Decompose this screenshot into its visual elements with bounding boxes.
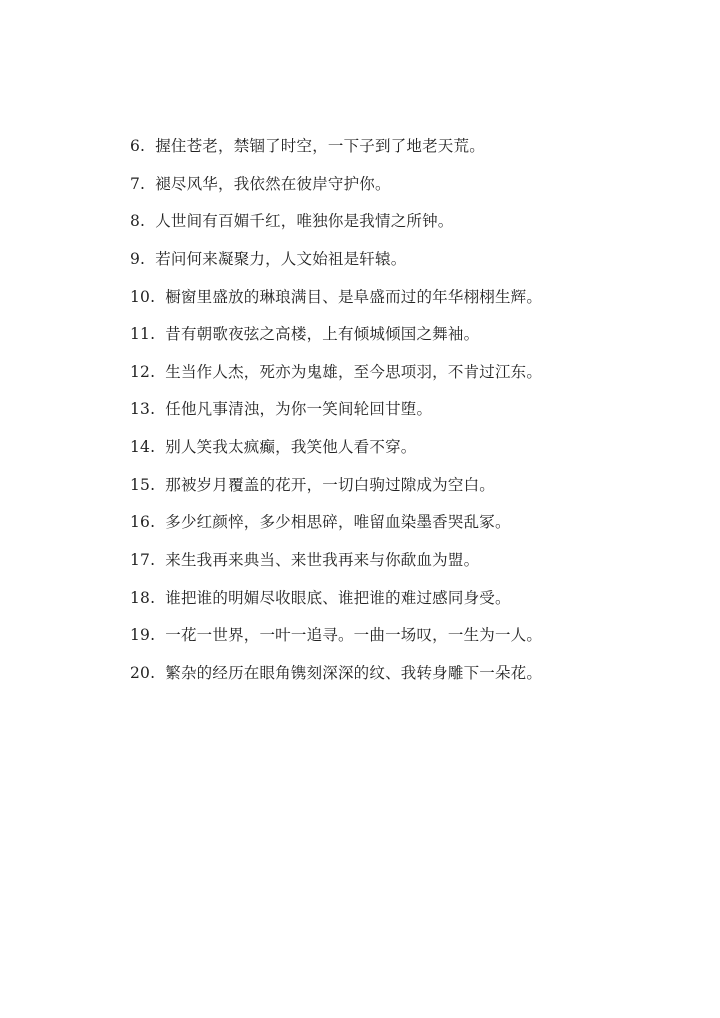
- item-number: 17.: [130, 551, 156, 570]
- list-item: [130, 509, 690, 547]
- list-item: [130, 284, 690, 322]
- list-item: [130, 472, 690, 510]
- list-item: [130, 359, 690, 397]
- list-item: [130, 133, 690, 171]
- item-number: 18.: [130, 588, 156, 607]
- item-text: 昔有朝歌夜弦之高楼，上有倾城倾国之舞袖。: [165, 325, 480, 344]
- item-text: 任他凡事清浊，为你一笑间轮回甘堕。: [165, 400, 433, 419]
- item-number: 20.: [130, 663, 156, 682]
- list-item: [130, 208, 690, 246]
- item-number: 8.: [130, 212, 146, 231]
- item-text: 那被岁月覆盖的花开，一切白驹过隙成为空白。: [165, 475, 495, 494]
- item-text: 人世间有百媚千红，唯独你是我情之所钟。: [155, 212, 454, 231]
- item-text: 生当作人杰，死亦为鬼雄，至今思项羽，不肯过江东。: [165, 362, 543, 381]
- item-text: 一花一世界，一叶一追寻。一曲一场叹，一生为一人。: [165, 626, 543, 645]
- item-number: 9.: [130, 249, 146, 268]
- list-item: [130, 171, 690, 209]
- quote-list: [130, 133, 690, 698]
- list-item: [130, 660, 690, 698]
- item-text: 谁把谁的明媚尽收眼底、谁把谁的难过感同身受。: [165, 588, 511, 607]
- item-text: 橱窗里盛放的琳琅满目、是阜盛而过的年华栩栩生辉。: [165, 287, 543, 306]
- list-item: [130, 396, 690, 434]
- item-text: 来生我再来典当、来世我再来与你歃血为盟。: [165, 551, 480, 570]
- item-text: 多少红颜悴，多少相思碎，唯留血染墨香哭乱冢。: [165, 513, 511, 532]
- item-number: 14.: [130, 438, 156, 457]
- item-text: 繁杂的经历在眼角镌刻深深的纹、我转身雕下一朵花。: [165, 663, 543, 682]
- list-item: [130, 622, 690, 660]
- item-number: 11.: [130, 325, 156, 344]
- item-text: 握住苍老，禁锢了时空，一下子到了地老天荒。: [155, 137, 485, 155]
- item-number: 12.: [130, 362, 156, 381]
- item-text: 别人笑我太疯癫，我笑他人看不穿。: [165, 438, 417, 457]
- item-number: 13.: [130, 400, 156, 419]
- item-text: 若问何来凝聚力，人文始祖是轩辕。: [155, 249, 407, 268]
- item-number: 15.: [130, 475, 156, 494]
- item-number: 6.: [130, 137, 146, 155]
- item-number: 19.: [130, 626, 156, 645]
- item-number: 7.: [130, 174, 146, 193]
- list-item: [130, 434, 690, 472]
- list-item: [130, 585, 690, 623]
- item-number: 10.: [130, 287, 156, 306]
- item-number: 16.: [130, 513, 156, 532]
- list-item: [130, 246, 690, 284]
- item-text: 褪尽风华，我依然在彼岸守护你。: [155, 174, 391, 193]
- list-item: [130, 547, 690, 585]
- list-item: [130, 321, 690, 359]
